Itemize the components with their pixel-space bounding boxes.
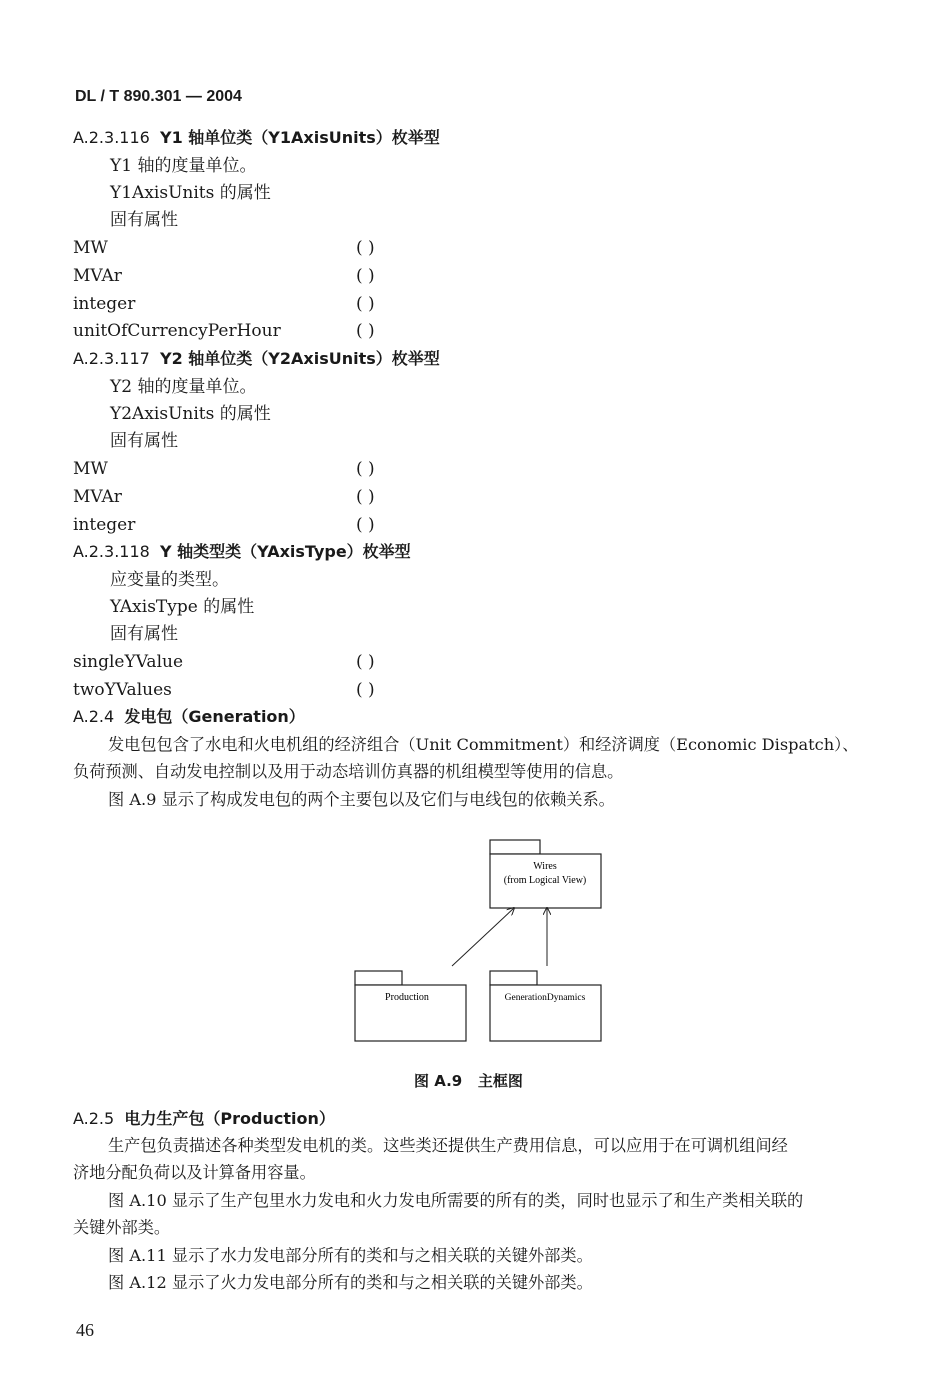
enum-value: MVAr	[73, 266, 122, 286]
enum-value: singleYValue	[73, 652, 184, 672]
paragraph-line: 图 A.11 显示了水力发电部分所有的类和与之相关联的关键外部类。	[108, 1246, 593, 1265]
enum-value: MW	[73, 459, 108, 479]
production-package-name: Production	[385, 992, 429, 1003]
enum-value-paren: ( )	[356, 487, 375, 507]
paragraph-line: 生产包负责描述各种类型发电机的类。这些类还提供生产费用信息，可以应用于在可调机组间经	[108, 1136, 788, 1155]
section-heading-a2-3-117: A.2.3.117 Y2 轴单位类（Y2AxisUnits）枚举型	[73, 349, 440, 368]
enum-value: integer	[73, 515, 136, 535]
enum-value: integer	[73, 294, 136, 314]
enum-value-paren: ( )	[356, 515, 375, 535]
section-heading-a2-4: A.2.4 发电包（Generation）	[73, 707, 305, 726]
section-description: Y1 轴的度量单位。	[110, 156, 257, 176]
enum-value-paren: ( )	[356, 321, 375, 341]
dependency-arrow	[452, 908, 514, 966]
enum-value-paren: ( )	[356, 680, 375, 700]
wires-package-source: (from Logical View)	[503, 875, 587, 886]
production-package	[355, 971, 466, 1041]
attribute-heading: YAxisType 的属性	[110, 597, 255, 617]
page-number: 46	[76, 1320, 94, 1340]
inherent-attributes-label: 固有属性	[110, 210, 178, 230]
section-description: 应变量的类型。	[110, 570, 229, 590]
enum-value-paren: ( )	[356, 652, 375, 672]
attribute-heading: Y1AxisUnits 的属性	[110, 183, 271, 203]
section-heading-a2-3-118: A.2.3.118 Y 轴类型类（YAxisType）枚举型	[73, 542, 411, 561]
wires-package	[490, 840, 601, 908]
inherent-attributes-label: 固有属性	[110, 431, 178, 451]
paragraph-line: 图 A.9 显示了构成发电包的两个主要包以及它们与电线包的依赖关系。	[108, 790, 615, 809]
figure-caption: 图 A.9 主框图	[414, 1072, 523, 1090]
section-heading-a2-5: A.2.5 电力生产包（Production）	[73, 1109, 335, 1128]
paragraph-line: 图 A.10 显示了生产包里水力发电和火力发电所需要的所有的类，同时也显示了和生产类相关联的	[108, 1191, 804, 1210]
enum-value-paren: ( )	[356, 294, 375, 314]
enum-value: MVAr	[73, 487, 122, 507]
generation-dynamics-package	[490, 971, 601, 1041]
paragraph-line: 负荷预测、自动发电控制以及用于动态培训仿真器的机组模型等使用的信息。	[73, 762, 624, 781]
enum-value: MW	[73, 238, 108, 258]
paragraph-line: 发电包包含了水电和火电机组的经济组合（Unit Commitment）和经济调度（Economic Dispatch）、	[108, 735, 859, 754]
paragraph-line: 济地分配负荷以及计算备用容量。	[73, 1163, 316, 1182]
wires-package-name: Wires	[533, 861, 557, 872]
enum-value-paren: ( )	[356, 266, 375, 286]
paragraph-line: 图 A.12 显示了火力发电部分所有的类和与之相关联的关键外部类。	[108, 1273, 593, 1292]
paragraph-line: 关键外部类。	[73, 1218, 171, 1237]
section-heading-a2-3-116: A.2.3.116 Y1 轴单位类（Y1AxisUnits）枚举型	[73, 128, 440, 147]
enum-value-paren: ( )	[356, 238, 375, 258]
inherent-attributes-label: 固有属性	[110, 624, 178, 644]
enum-value: unitOfCurrencyPerHour	[73, 321, 281, 341]
enum-value: twoYValues	[73, 680, 172, 700]
attribute-heading: Y2AxisUnits 的属性	[110, 404, 271, 424]
section-description: Y2 轴的度量单位。	[110, 377, 257, 397]
generation-dynamics-package-name: GenerationDynamics	[504, 993, 586, 1003]
enum-value-paren: ( )	[356, 459, 375, 479]
package-diagram	[340, 828, 620, 1058]
standard-header: DL / T 890.301 — 2004	[75, 88, 242, 105]
